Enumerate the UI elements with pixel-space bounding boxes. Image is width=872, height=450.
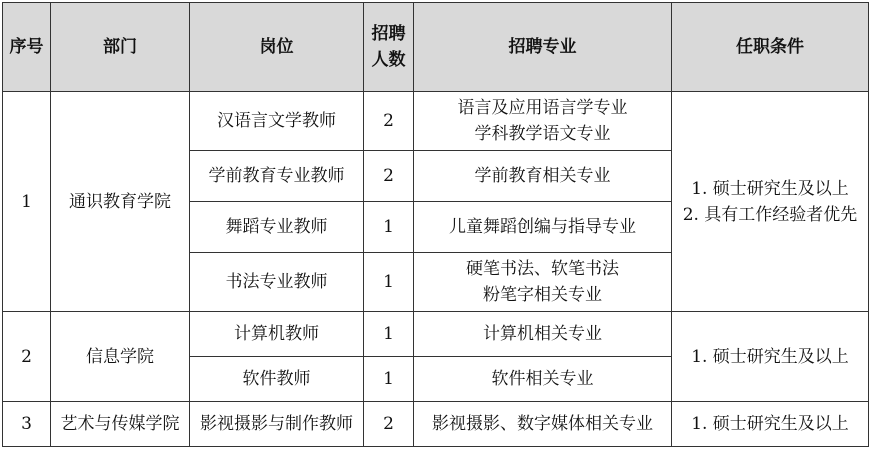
position-cell: 软件教师: [190, 357, 364, 402]
requirement-line: 2. 具有工作经验者优先: [682, 204, 858, 225]
table-row: [3, 312, 869, 357]
major-cell: 软件相关专业: [414, 357, 672, 402]
table-row: [3, 92, 869, 151]
major-cell: [414, 92, 672, 151]
count-cell: 2: [364, 151, 414, 202]
seq-cell: 1: [3, 92, 51, 312]
header-count-line2: 人数: [371, 50, 406, 70]
header-dept: 部门: [51, 3, 190, 92]
position-cell: 书法专业教师: [190, 253, 364, 312]
major-line: 学科教学语文专业: [474, 124, 611, 144]
requirement-line: 1. 硕士研究生及以上: [691, 346, 849, 367]
count-cell: 2: [364, 92, 414, 151]
major-line: 粉笔字相关专业: [483, 285, 602, 305]
recruitment-table: [2, 2, 869, 447]
seq-cell: 3: [3, 402, 51, 447]
header-requirements: 任职条件: [672, 3, 869, 92]
dept-cell: 信息学院: [51, 312, 190, 402]
position-cell: 学前教育专业教师: [190, 151, 364, 202]
major-line: 语言及应用语言学专业: [457, 98, 628, 118]
requirements-cell: [672, 402, 869, 447]
position-cell: 影视摄影与制作教师: [190, 402, 364, 447]
position-cell: 舞蹈专业教师: [190, 202, 364, 253]
header-major: 招聘专业: [414, 3, 672, 92]
requirements-cell: [672, 312, 869, 402]
header-count-line1: 招聘: [371, 24, 406, 44]
major-cell: 影视摄影、数字媒体相关专业: [414, 402, 672, 447]
major-cell: 学前教育相关专业: [414, 151, 672, 202]
requirements-cell: [672, 92, 869, 312]
position-cell: 计算机教师: [190, 312, 364, 357]
count-cell: 1: [364, 253, 414, 312]
header-seq: 序号: [3, 3, 51, 92]
major-cell: 计算机相关专业: [414, 312, 672, 357]
major-cell: [414, 253, 672, 312]
header-count: [364, 3, 414, 92]
count-cell: 2: [364, 402, 414, 447]
position-cell: 汉语言文学教师: [190, 92, 364, 151]
requirement-line: 1. 硕士研究生及以上: [691, 178, 849, 199]
requirement-line: 1. 硕士研究生及以上: [691, 414, 849, 434]
count-cell: 1: [364, 202, 414, 253]
table-row: [3, 402, 869, 447]
major-line: 硬笔书法、软笔书法: [466, 259, 619, 279]
count-cell: 1: [364, 312, 414, 357]
major-cell: 儿童舞蹈创编与指导专业: [414, 202, 672, 253]
count-cell: 1: [364, 357, 414, 402]
dept-cell: 艺术与传媒学院: [51, 402, 190, 447]
header-position: 岗位: [190, 3, 364, 92]
header-row: [3, 3, 869, 92]
seq-cell: 2: [3, 312, 51, 402]
dept-cell: 通识教育学院: [51, 92, 190, 312]
